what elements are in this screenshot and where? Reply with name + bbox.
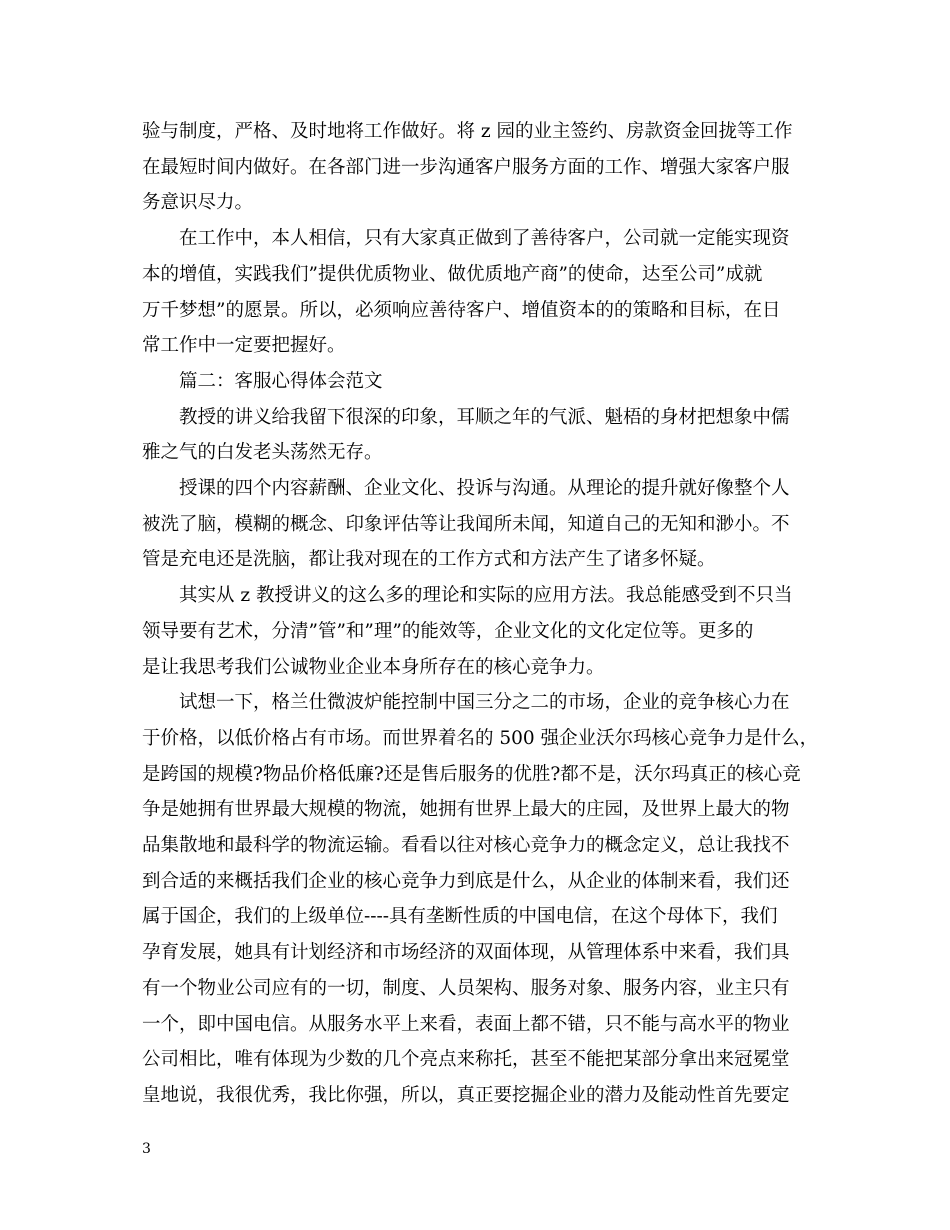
- paragraph-6: [142, 685, 828, 1113]
- text-line: 属于国企，我们的上级单位----具有垄断性质的中国电信，在这个母体下，我们: [142, 906, 778, 928]
- text-line: 于价格，以低价格占有市场。而世界着名的 500 强企业沃尔玛核心竞争力是什么，: [142, 727, 819, 749]
- text-line: 教授的讲义给我留下很深的印象，耳顺之年的气派、魁梧的身材把想象中儒: [179, 406, 790, 428]
- text-line: 有一个物业公司应有的一切，制度、人员架构、服务对象、服务内容，业主只有: [142, 977, 790, 999]
- text-line: 公司相比，唯有体现为少数的几个亮点来称托，甚至不能把某部分拿出来冠冕堂: [142, 1049, 790, 1071]
- text-line: 品集散地和最科学的物流运输。看看以往对核心竞争力的概念定义，总让我找不: [142, 835, 790, 857]
- text-line: 孕育发展，她具有计划经济和市场经济的双面体现，从管理体系中来看，我们具: [142, 942, 790, 964]
- paragraph-2: [142, 221, 828, 364]
- text-line: 试想一下，格兰仕微波炉能控制中国三分之二的市场，企业的竞争核心力在: [179, 692, 790, 714]
- paragraph-5: [142, 578, 828, 685]
- text-line: 是让我思考我们公诚物业企业本身所存在的核心竞争力。: [142, 656, 605, 678]
- text-line: 在工作中，本人相信，只有大家真正做到了善待客户，公司就一定能实现资: [179, 228, 790, 250]
- body-text: [142, 114, 828, 1114]
- text-line: 争是她拥有世界最大规模的物流，她拥有世界上最大的庄园，及世界上最大的物: [142, 799, 790, 821]
- paragraph-3: [142, 400, 828, 471]
- text-line: 被洗了脑，模糊的概念、印象评估等让我闻所未闻，知道自己的无知和渺小。不: [142, 513, 790, 535]
- paragraph-4: [142, 471, 828, 578]
- text-line: 在最短时间内做好。在各部门进一步沟通客户服务方面的工作、增强大家客户服: [142, 156, 790, 178]
- text-line: 务意识尽力。: [142, 192, 254, 214]
- text-line: 其实从 z 教授讲义的这么多的理论和实际的应用方法。我总能感受到不只当: [179, 585, 793, 607]
- page-number: 3: [142, 1141, 151, 1157]
- paragraph-1: [142, 114, 828, 221]
- text-line: 是跨国的规模?物品价格低廉?还是售后服务的优胜?都不是，沃尔玛真正的核心竞: [142, 763, 801, 785]
- text-line: 万千梦想”的愿景。所以，必须响应善待客户、增值资本的的策略和目标，在日: [142, 299, 781, 321]
- text-line: 管是充电还是洗脑，都让我对现在的工作方式和方法产生了诸多怀疑。: [142, 549, 716, 571]
- text-line: 本的增值，实践我们”提供优质物业、做优质地产商”的使命，达至公司”成就: [142, 263, 763, 285]
- section-heading: [142, 364, 828, 400]
- heading-text: 篇二：客服心得体会范文: [179, 370, 383, 392]
- text-line: 验与制度，严格、及时地将工作做好。将 z 园的业主签约、房款资金回拢等工作: [142, 121, 793, 142]
- text-line: 领导要有艺术，分清”管”和”理”的能效等，企业文化的文化定位等。更多的: [142, 620, 754, 642]
- text-line: 授课的四个内容薪酬、企业文化、投诉与沟通。从理论的提升就好像整个人: [179, 478, 790, 500]
- text-line: 一个，即中国电信。从服务水平上来看，表面上都不错，只不能与高水平的物业: [142, 1013, 790, 1035]
- text-line: 皇地说，我很优秀，我比你强，所以，真正要挖掘企业的潜力及能动性首先要定: [142, 1084, 790, 1106]
- text-line: 到合适的来概括我们企业的核心竞争力到底是什么，从企业的体制来看，我们还: [142, 870, 790, 892]
- text-line: 常工作中一定要把握好。: [142, 335, 346, 357]
- text-line: 雅之气的白发老头荡然无存。: [142, 442, 383, 464]
